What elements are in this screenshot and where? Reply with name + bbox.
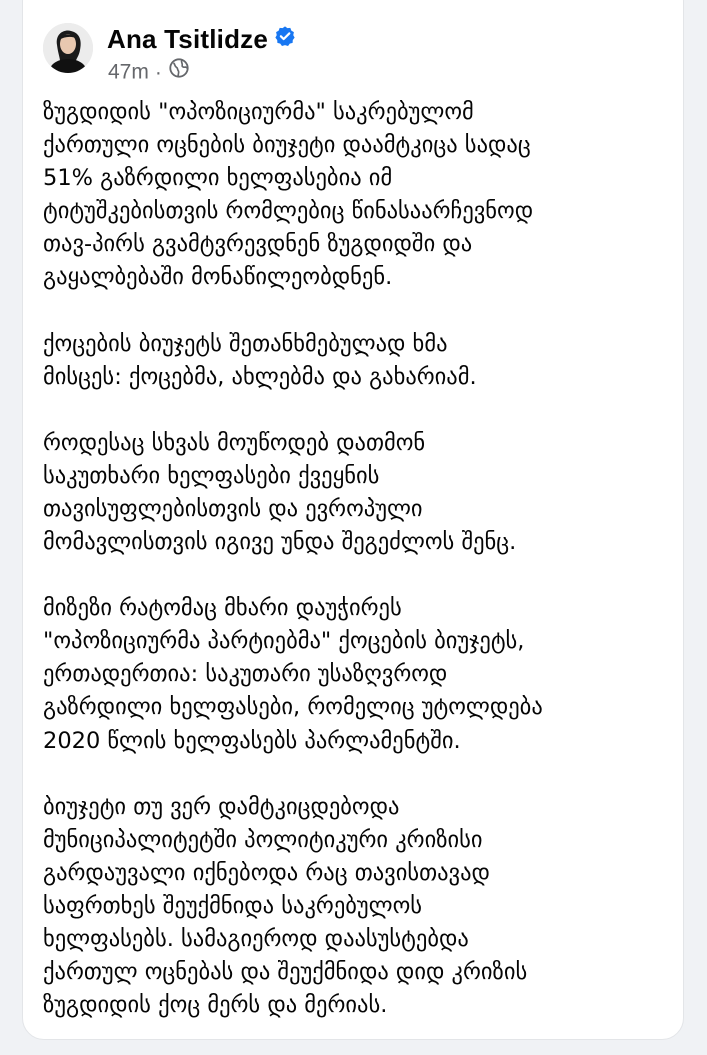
paragraph-2: [43, 328, 673, 394]
profile-photo: [43, 23, 93, 73]
meta-separator: ·: [154, 60, 162, 84]
paragraph-4: [43, 592, 673, 757]
verified-badge-icon: [274, 23, 296, 54]
text-line: ქოცების ბიუჯეტს შეთანხმებულად ხმა: [43, 330, 448, 357]
paragraph-1: [43, 96, 673, 295]
post-header: [43, 23, 643, 87]
text-line: ბიუჯეტი თუ ვერ დამტკიცდებოდა: [43, 793, 400, 820]
text-line: მუნიციპალიტეტში პოლიტიკური კრიზისი: [43, 826, 483, 853]
text-line: 2020 წლის ხელფასებს პარლამენტში.: [43, 727, 461, 754]
text-line: თავისუფლებისთვის და ევროპული: [43, 495, 423, 522]
text-line: ტიტუშკებისთვის რომლებიც წინასაარჩევნოდ: [43, 198, 534, 225]
text-line: გაყალბებაში მონაწილეობდნენ.: [43, 264, 393, 291]
text-line: მისცეს: ქოცებმა, ახლებმა და გახარიამ.: [43, 363, 477, 390]
globe-icon[interactable]: [168, 57, 190, 85]
text-line: 51% გაზრდილი ხელფასებია იმ: [43, 165, 393, 192]
paragraph-3: [43, 427, 673, 559]
paragraph-5: [43, 791, 673, 1023]
text-line: ხელფასებს. სამაგიეროდ დაასუსტებდა: [43, 925, 469, 952]
text-line: ქართული ოცნების ბიუჯეტი დაამტკიცა სადაც: [43, 132, 531, 159]
text-line: როდესაც სხვას მოუწოდებ დათმონ: [43, 429, 426, 456]
text-line: საფრთხეს შეუქმნიდა საკრებულოს: [43, 892, 423, 919]
text-line: გაზრდილი ხელფასები, რომელიც უტოლდება: [43, 694, 543, 721]
text-line: მომავლისთვის იგივე უნდა შეგეძლოს შენც.: [43, 529, 517, 556]
text-line: თავ-პირს გვამტვრევდნენ ზუგდიდში და: [43, 231, 473, 258]
post-body: [43, 96, 673, 1055]
text-line: ერთადერთია: საკუთარი უსაზღვროდ: [43, 661, 448, 688]
post-meta: [108, 59, 190, 87]
text-line: საკუთხარი ხელფასები ქვეყნის: [43, 462, 380, 489]
text-line: ზუგდიდის "ოპოზიციურმა" საკრებულომ: [43, 99, 474, 125]
text-line: "ოპოზიციურმა პარტიებმა" ქოცების ბიუჯეტს,: [43, 628, 525, 655]
author-name[interactable]: [107, 24, 296, 57]
avatar[interactable]: [43, 23, 93, 73]
text-line: მიზეზი რატომაც მხარი დაუჭირეს: [43, 595, 402, 622]
text-line: ქართულ ოცნებას და შეუქმნიდა დიდ კრიზის: [43, 959, 528, 986]
post-timestamp[interactable]: 47m: [108, 60, 149, 84]
author-name-text[interactable]: Ana Tsitlidze: [107, 24, 269, 54]
text-line: ზუგდიდის ქოც მერს და მერიას.: [43, 992, 388, 1019]
text-line: გარდაუვალი იქნებოდა რაც თავისთავად: [43, 859, 490, 886]
